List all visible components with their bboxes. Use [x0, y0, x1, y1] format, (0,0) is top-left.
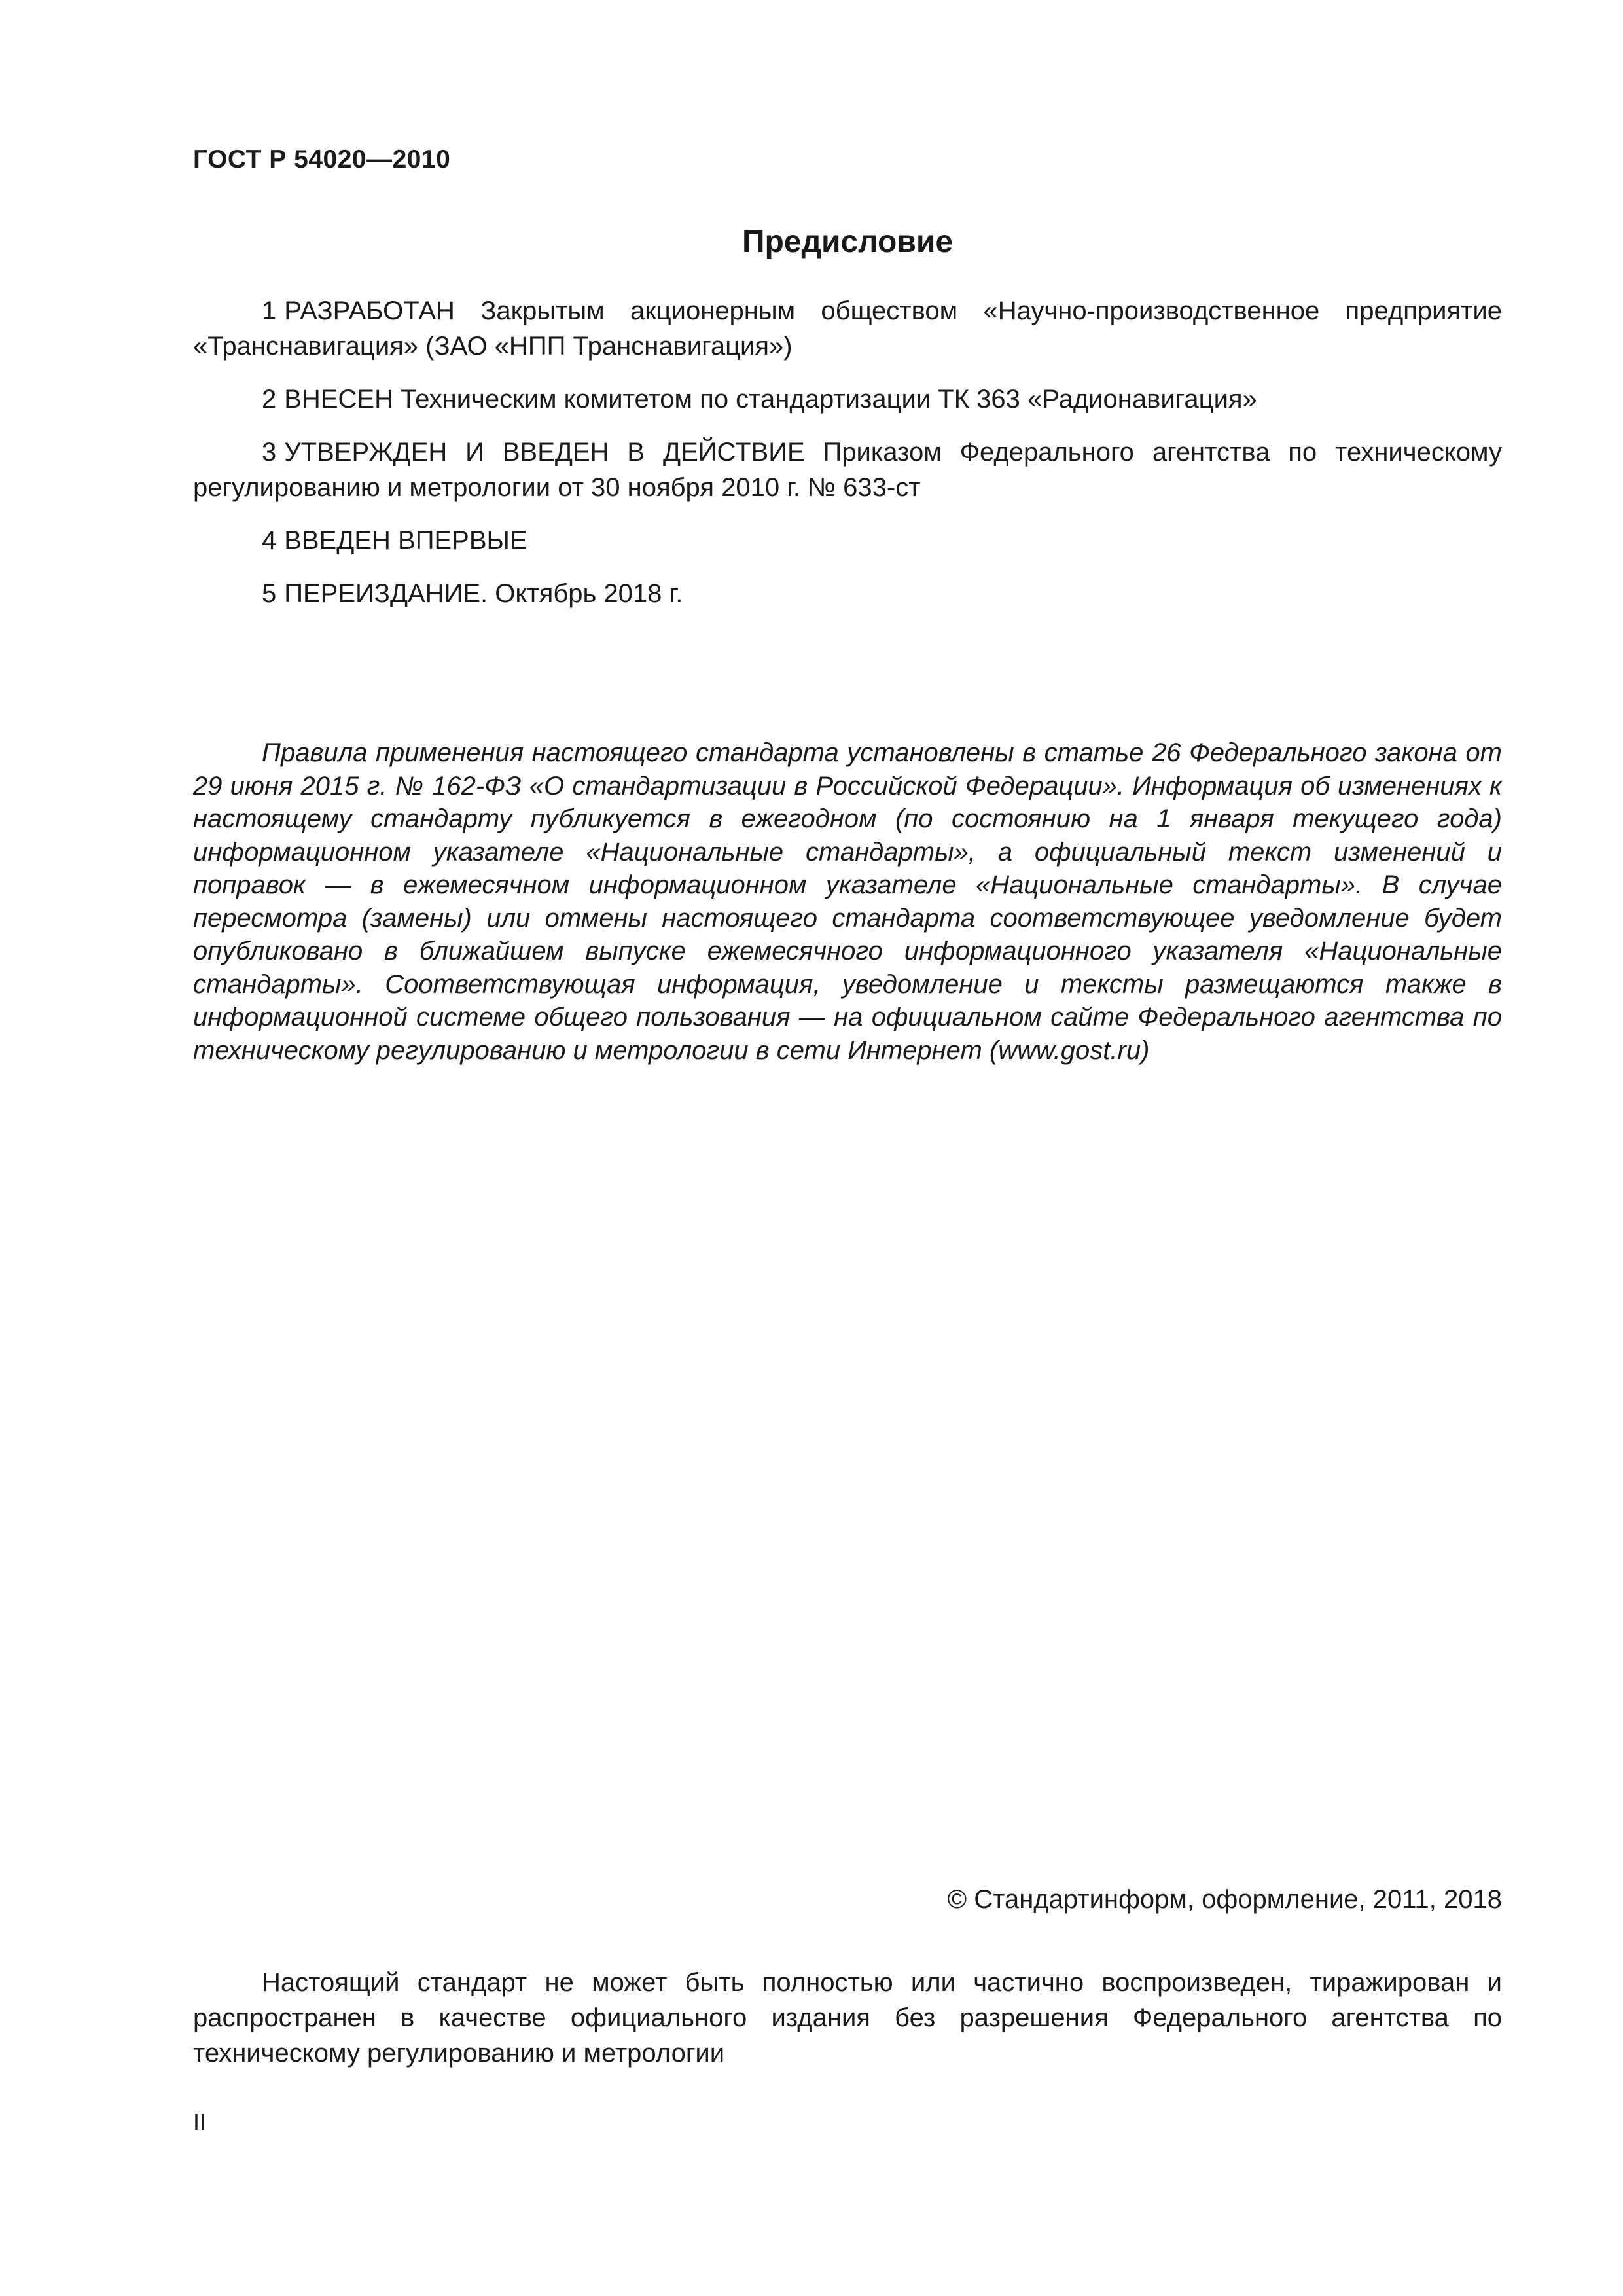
reproduction-notice: Настоящий стандарт не может быть полностью или частично воспроизведен, тиражирован и распространен в качестве официального издания без разрешения Федерального агентства по техническому регулированию и метрологии [193, 1968, 1502, 2068]
foreword-item-5 [193, 576, 1502, 611]
item-lead: ВНЕСЕН [284, 385, 393, 414]
item-number: 3 [262, 438, 277, 467]
item-number: 2 [262, 385, 277, 414]
item-lead: УТВЕРЖДЕН И ВВЕДЕН В ДЕЙСТВИЕ [284, 438, 805, 467]
item-lead: ВВЕДЕН ВПЕРВЫЕ [284, 526, 527, 555]
foreword-item-1 [193, 293, 1502, 364]
page-number: II [193, 2109, 207, 2136]
foreword-item-2 [193, 382, 1502, 417]
item-number: 4 [262, 526, 277, 555]
item-number: 5 [262, 579, 277, 608]
item-text: Октябрь 2018 г. [488, 579, 683, 608]
item-number: 1 [262, 296, 277, 325]
foreword-item-3 [193, 435, 1502, 505]
item-lead: РАЗРАБОТАН [284, 296, 455, 325]
item-text: Приказом Федерального агентства по техническому регулированию и метрологии от 30 ноября 2010 г. № 633-ст [193, 438, 1502, 502]
item-lead: ПЕРЕИЗДАНИЕ. [284, 579, 488, 608]
item-text: Закрытым акционерным обществом «Научно-производственное предприятие «Транснавигация» (ЗАО «НПП Транснавигация») [193, 296, 1502, 361]
document-code: ГОСТ Р 54020—2010 [193, 145, 451, 173]
foreword-items [193, 293, 1502, 629]
copyright-line: © Стандартинформ, оформление, 2011, 2018 [947, 1885, 1502, 1914]
foreword-item-4 [193, 523, 1502, 558]
application-rules-paragraph: Правила применения настоящего стандарта установлены в статье 26 Федерального закона от 29 июня 2015 г. № 162-ФЗ «О стандартизации в Российской Федерации». Информация об изменениях к настоящему стандарту публикуется в ежегодном (по состоянию на 1 января текущего года) информационном указателе «Национальные стандарты», а официальный текст изменений и поправок — в ежемесячном информационном указателе «Национальные стандарты». В случае пересмотра (замены) или отмены настоящего стандарта соответствующее уведомление будет опубликовано в ближайшем выпуске ежемесячного информационного указателя «Национальные стандарты». Соответствующая информация, уведомление и тексты размещаются также в информационной системе общего пользования — на официальном сайте Федерального агентства по техническому регулированию и метрологии в сети Интернет (www.gost.ru) [193, 738, 1502, 1065]
item-text: Техническим комитетом по стандартизации ТК 363 «Радионавигация» [393, 385, 1257, 414]
page-title: Предисловие [741, 224, 954, 259]
